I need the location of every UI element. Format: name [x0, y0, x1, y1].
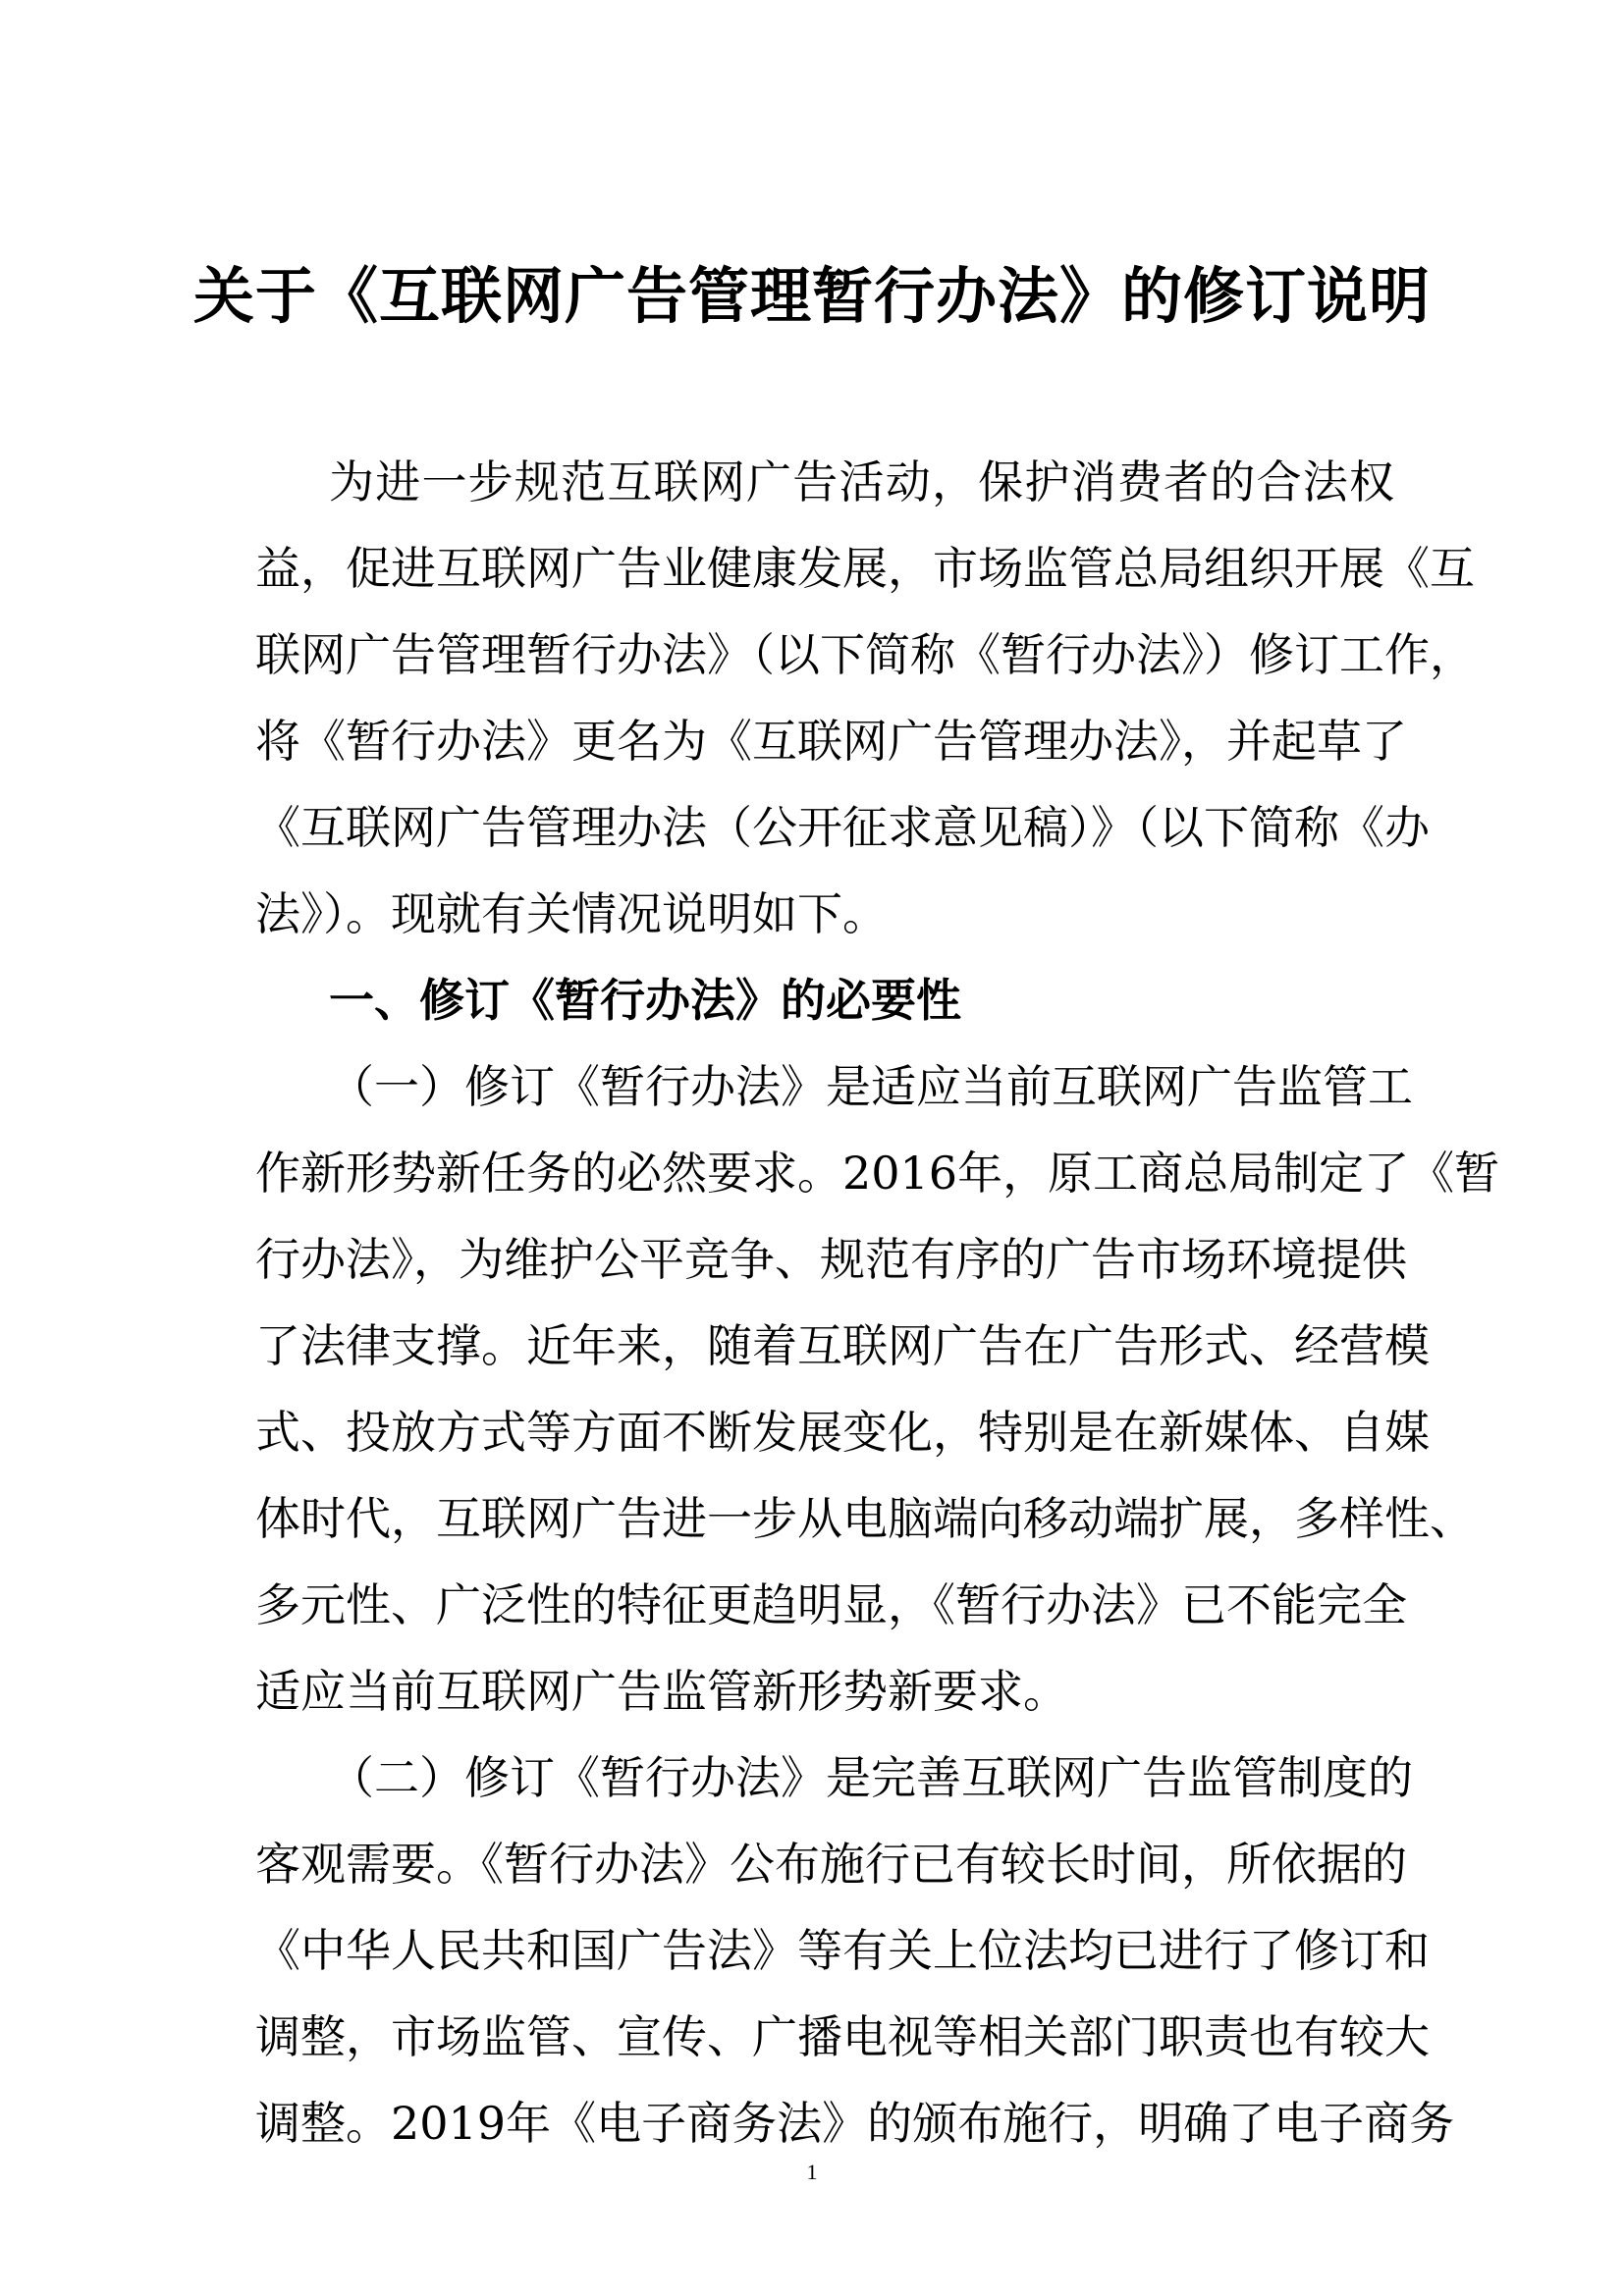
paragraph-line: 调整，市场监管、宣传、广播电视等相关部门职责也有较大 — [255, 2010, 1430, 2063]
paragraph-line: 客观需要。《暂行办法》公布施行已有较长时间，所依据的 — [255, 1838, 1407, 1891]
paragraph-line: 体时代，互联网广告进一步从电脑端向移动端扩展，多样性、 — [255, 1492, 1475, 1545]
paragraph-line: （一）修订《暂行办法》是适应当前互联网广告监管工 — [329, 1060, 1413, 1113]
page-number: 1 — [806, 2160, 818, 2184]
paragraph-line: 《互联网广告管理办法（公开征求意见稿）》（以下简称《办 — [255, 801, 1430, 854]
document-title: 关于《互联网广告管理暂行办法》的修订说明 — [192, 260, 1431, 332]
paragraph-line: 为进一步规范互联网广告活动，保护消费者的合法权 — [329, 455, 1394, 508]
paragraph-line: 多元性、广泛性的特征更趋明显，《暂行办法》已不能完全 — [255, 1578, 1407, 1631]
paragraph-line: 法》）。现就有关情况说明如下。 — [255, 887, 888, 940]
paragraph-line: 行办法》，为维护公平竞争、规范有序的广告市场环境提供 — [255, 1233, 1407, 1286]
paragraph-line: 联网广告管理暂行办法》（以下简称《暂行办法》）修订工作， — [255, 628, 1475, 681]
paragraph-line: 《中华人民共和国广告法》等有关上位法均已进行了修订和 — [255, 1924, 1430, 1977]
paragraph-line: 将《暂行办法》更名为《互联网广告管理办法》，并起草了 — [255, 715, 1407, 768]
paragraph-line: 了法律支撑。近年来，随着互联网广告在广告形式、经营模 — [255, 1319, 1430, 1372]
section-heading: 一、修订《暂行办法》的必要性 — [329, 974, 961, 1027]
paragraph-line: 作新形势新任务的必然要求。2016年，原工商总局制定了《暂 — [255, 1147, 1500, 1200]
paragraph-line: 式、投放方式等方面不断发展变化，特别是在新媒体、自媒 — [255, 1406, 1430, 1459]
paragraph-line: （二）修订《暂行办法》是完善互联网广告监管制度的 — [329, 1751, 1413, 1804]
paragraph-line: 适应当前互联网广告监管新形势新要求。 — [255, 1665, 1068, 1718]
paragraph-line: 调整。2019年《电子商务法》的颁布施行，明确了电子商务 — [255, 2097, 1455, 2150]
paragraph-line: 益，促进互联网广告业健康发展，市场监管总局组织开展《互 — [255, 542, 1475, 595]
